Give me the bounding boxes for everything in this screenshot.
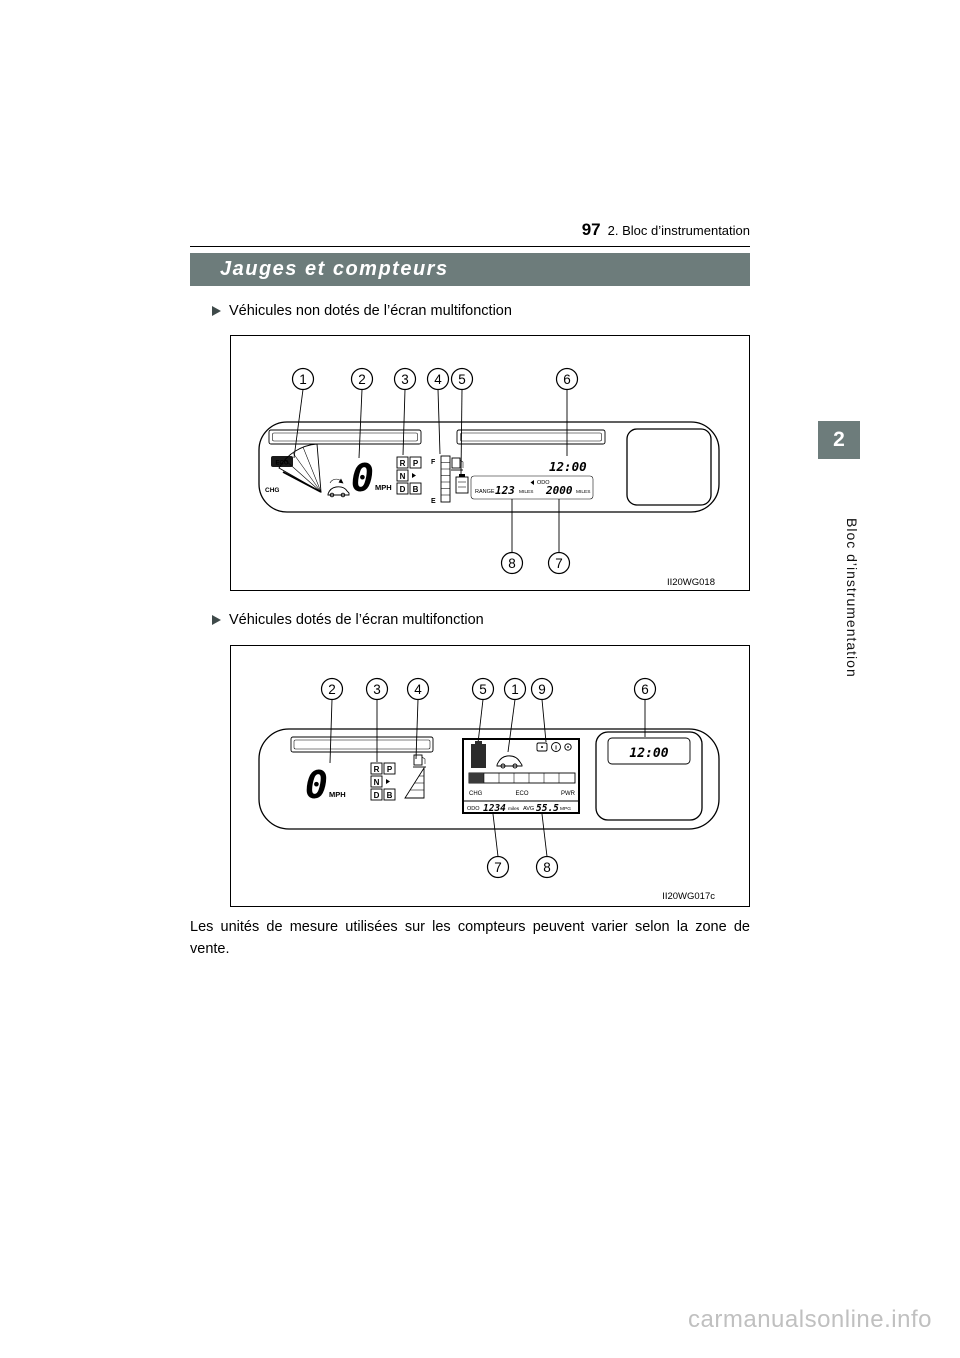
banner-title: Jauges et compteurs <box>220 258 449 280</box>
info-icon <box>552 743 561 752</box>
odo-value: 1234 <box>483 803 506 814</box>
callouts <box>322 679 656 878</box>
eco-indicator-icon <box>271 456 293 467</box>
hybrid-system-indicator-icon <box>265 444 321 494</box>
bullet-with-multifunction <box>212 612 752 628</box>
bezel-trim-right <box>457 430 605 444</box>
callout-8: 8 <box>543 859 551 875</box>
shift-arrow-icon <box>412 473 416 478</box>
clock-panel <box>596 732 702 820</box>
svg-text:D: D <box>399 485 406 494</box>
clock-display: 12:00 <box>549 459 587 474</box>
display-mode-icon <box>537 743 547 751</box>
page-number: 97 <box>581 220 601 239</box>
svg-text:P: P <box>412 459 419 468</box>
fuel-pump-icon <box>413 755 426 767</box>
cluster-bezel <box>259 422 719 512</box>
callout-3: 3 <box>401 371 409 387</box>
callout-2: 2 <box>328 681 336 697</box>
callout-2: 2 <box>358 371 366 387</box>
shift-arrow-icon <box>386 779 390 784</box>
callout-6: 6 <box>641 681 649 697</box>
battery-icon <box>471 741 486 768</box>
odo-label: ODO <box>537 480 550 486</box>
avg-unit: MPG <box>560 807 571 812</box>
svg-text:B: B <box>386 791 393 800</box>
trip-unit: MILES <box>519 490 534 495</box>
odometer-window <box>471 476 593 499</box>
bezel-right-panel <box>627 429 711 505</box>
figure-cluster-with-multifunction <box>230 645 750 907</box>
speed-unit: MPH <box>329 790 346 799</box>
battery-icon <box>456 474 468 493</box>
avg-label: AVG <box>523 806 535 812</box>
hybrid-indicator-bar <box>469 773 576 797</box>
figure-code: II20WG017c <box>662 891 715 902</box>
bullet-label: Véhicules dotés de l’écran multifonction <box>229 612 484 628</box>
odo-unit: MILES <box>576 490 591 495</box>
trip-value: 123 <box>495 484 515 497</box>
callout-4: 4 <box>414 681 422 697</box>
callout-4: 4 <box>434 371 442 387</box>
svg-text:D: D <box>373 791 380 800</box>
svg-text:R: R <box>399 459 406 468</box>
callout-1: 1 <box>299 371 307 387</box>
callout-leader-lines <box>294 390 567 553</box>
callout-1: 1 <box>511 681 519 697</box>
range-label: RANGE <box>475 489 495 495</box>
title-banner <box>190 253 750 286</box>
fuel-gauge <box>431 456 450 505</box>
callout-8: 8 <box>508 555 516 571</box>
header-rule <box>190 246 750 247</box>
bullet-arrow-icon <box>212 615 221 625</box>
speed-value: 0 <box>305 763 328 807</box>
watermark: carmanualsonline.info <box>688 1306 932 1333</box>
ev-car-icon <box>328 479 349 497</box>
eco-label: ECO <box>515 791 529 797</box>
odo-unit: miles <box>508 807 520 812</box>
shift-position-indicator <box>397 457 421 494</box>
svg-text:F: F <box>431 459 436 466</box>
chapter-number: 2 <box>833 428 845 451</box>
svg-text:P: P <box>386 765 393 774</box>
pwr-label: PWR <box>561 791 575 797</box>
speed-unit: MPH <box>375 483 392 492</box>
callout-3: 3 <box>373 681 381 697</box>
fuel-gauge <box>405 768 424 798</box>
svg-text:N: N <box>373 778 380 787</box>
multifunction-display <box>463 739 579 814</box>
callout-6: 6 <box>563 371 571 387</box>
bullet-label: Véhicules non dotés de l’écran multifonction <box>229 303 512 319</box>
callout-9: 9 <box>538 681 546 697</box>
chapter-tab <box>818 421 860 459</box>
svg-text:R: R <box>373 765 380 774</box>
chg-label: CHG <box>469 791 483 797</box>
bezel-trim-left <box>291 737 433 752</box>
bullet-without-multifunction <box>212 303 752 319</box>
svg-text:B: B <box>412 485 419 494</box>
odo-value: 2000 <box>546 484 573 497</box>
chapter-title-vertical: Bloc d’instrumentation <box>844 518 860 678</box>
callouts <box>293 369 578 574</box>
bezel-trim-left <box>269 430 421 444</box>
speed-value: 0 <box>351 456 374 500</box>
odo-label: ODO <box>467 806 480 812</box>
svg-text:E: E <box>431 498 436 505</box>
bullet-arrow-icon <box>212 306 221 316</box>
callout-7: 7 <box>555 555 563 571</box>
callout-7: 7 <box>494 859 502 875</box>
cluster-diagram-2 <box>231 646 749 906</box>
callout-5: 5 <box>479 681 487 697</box>
figure-code: II20WG018 <box>666 577 715 588</box>
body-text: Les unités de mesure utilisées sur les compteurs peuvent varier selon la zone de vente. <box>190 919 750 958</box>
avg-value: 55.5 <box>536 803 559 814</box>
power-icon <box>565 744 571 750</box>
svg-text:ECO: ECO <box>275 460 289 467</box>
clock-display: 12:00 <box>629 746 669 761</box>
page-header <box>190 220 750 240</box>
svg-text:N: N <box>399 472 406 481</box>
callout-5: 5 <box>458 371 466 387</box>
figure-cluster-without-multifunction <box>230 335 750 591</box>
ev-car-icon <box>497 756 522 768</box>
cluster-diagram-1 <box>231 336 749 590</box>
chg-label: CHG <box>265 487 280 494</box>
section-title: 2. Bloc d’instrumentation <box>607 223 750 238</box>
svg-text:i: i <box>555 744 557 752</box>
odo-arrow-icon <box>531 480 535 485</box>
shift-position-indicator <box>371 763 395 800</box>
